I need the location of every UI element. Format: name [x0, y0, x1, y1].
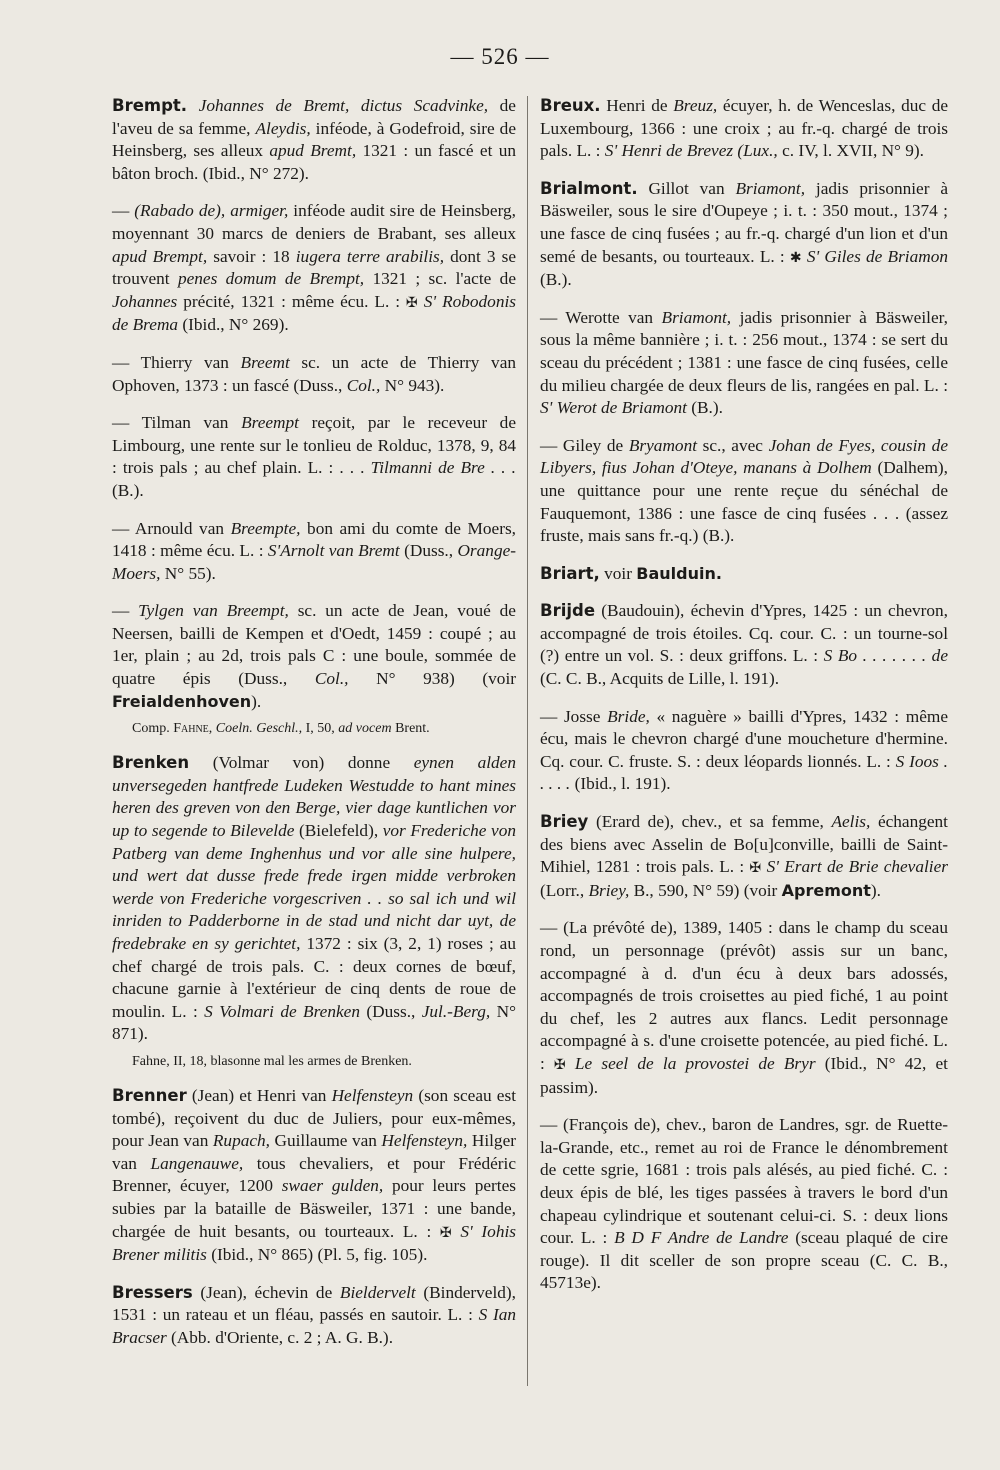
text: échangent des biens avec Asselin de Bo[u]conville, bailli de Saint-Mihiel, 1281 : trois pals. L. :: [540, 812, 948, 877]
text: 1372 : six (3, 2, 1) roses ; au chef chargé de trois pals. C. : deux cornes de bœuf, chacune garnie à l'extérieur de cinq dents de roue de moulin. L. :: [112, 934, 516, 1021]
text: bon ami du comte de Moers, 1418 : même écu. L. :: [112, 518, 516, 561]
star-icon: ✱: [789, 249, 802, 266]
headword: Breux.: [540, 96, 601, 115]
entry-brempt-rabado: [112, 200, 516, 337]
text: inféode audit sire de Heinsberg, moyennant 30 marcs de deniers de Brabant, ses alleux: [112, 201, 516, 243]
text: (Ibid., N° 269).: [178, 315, 289, 335]
text: N° 943).: [380, 375, 445, 395]
text: S' Henri de Brevez (Lux.,: [604, 141, 778, 161]
entry-brempt-arnould: [112, 518, 516, 586]
text: Breemt: [240, 352, 290, 372]
text: (Ibid., l. 191).: [570, 774, 671, 794]
text: I, 50,: [302, 721, 339, 737]
text: (Ibid., N° 865) (Pl. 5, fig. 105).: [206, 1245, 428, 1265]
text: sc. un acte de Thierry van Ophoven, 1373 : un fascé (Duss.,: [112, 352, 516, 395]
text: sc., avec: [697, 435, 769, 455]
text: dont 3 se trouvent: [112, 246, 516, 289]
text: Bieldervelt: [339, 1282, 416, 1302]
entry-brialmont-werotte: [540, 307, 948, 420]
text: (Erard de), chev., et sa femme,: [588, 812, 832, 832]
cross-reference: Apremont: [781, 880, 871, 900]
text: de l'aveu de sa femme,: [112, 96, 516, 138]
text: —: [112, 601, 139, 621]
note-brenken: Fahne, II, 18, blasonne mal les armes de Brenken.: [132, 1053, 412, 1069]
text: Helfensteyn,: [381, 1131, 468, 1151]
page-number: — 526 —: [450, 44, 550, 69]
text: — Josse: [540, 706, 608, 726]
text: jadis prisonnier à Bäsweiler, sous la même bannière ; i. t. : 256 mout., 1374 : se sert du sceau du précédent ; 1381 : une fasce de cinq fusées, celle du milieu chargée de deux fleurs de lis, rangées en pal. L. :: [540, 307, 948, 395]
left-column: [112, 95, 516, 1365]
entry-brempt-tilman: [112, 412, 516, 502]
text: (C. C. B., Acquits de Lille, l. 191).: [540, 669, 780, 689]
entry-bressers: [112, 1282, 516, 1350]
text: Langenauwe,: [150, 1153, 244, 1173]
text: sc. un acte de Jean, voué de Neersen, bailli de Kempen et d'Oedt, 1459 : coupé ; au 1er, plain ; au 2d, trois pals C : une boule, sommée de quatre épis (Duss.,: [112, 601, 516, 689]
text: (son sceau est tombé), reçoivent du duc de Juliers, pour eux-mêmes, pour Jean van: [112, 1085, 517, 1151]
text: (Baudouin), échevin d'Ypres, 1425 : un chevron, accompagné de trois étoiles. Cq. cour. C. : un tourne-sol (?) entre un vol. S. : deux griffons. L. :: [540, 601, 948, 666]
text: Jul.-Berg,: [421, 1001, 491, 1021]
entry-breux: [540, 95, 948, 163]
text: Henri de: [600, 96, 674, 115]
text: S Volmari de Brenken: [204, 1001, 360, 1021]
text: Orange-Moers,: [112, 541, 517, 583]
text: (B.).: [540, 270, 572, 290]
text: Coeln. Geschl.,: [212, 721, 303, 737]
text: — Tilman van: [112, 413, 242, 433]
text: N° 871).: [112, 1001, 516, 1044]
text: (Binderveld), 1531 : un rateau et un fléau, passés en sautoir. L. :: [112, 1282, 516, 1325]
entry-brempt-tylgen: [112, 600, 516, 713]
text: tous chevaliers, et pour Frédéric Brenner, écuyer, 1200: [112, 1153, 517, 1196]
text: (B.).: [686, 398, 723, 418]
text: (Bielefeld),: [294, 821, 383, 841]
text: N° 55).: [160, 563, 216, 583]
entry-brempt: [112, 95, 516, 185]
text: Gillot van: [637, 178, 736, 198]
text: Johan de Fyes, cousin de Libyers, fius Johan d'Oteye, manans à Dolhem: [540, 435, 948, 478]
text: S' Erart de Brie chevalier: [761, 857, 948, 877]
text: Tylgen van Breempt,: [138, 601, 289, 621]
text: Col.,: [314, 669, 349, 689]
text: Johannes de Bremt, dictus Scadvinke,: [198, 96, 489, 115]
text: eynen alden unversegeden hantfrede Ludeken Westudde to hant mines heren des greven von den Berge, vier dage kuntlichen vor up to segende to Bilevelde: [112, 753, 516, 841]
text: Comp.: [132, 721, 174, 737]
text: swaer gulden,: [281, 1176, 384, 1196]
text: — Arnould van: [112, 518, 231, 538]
text: S'Arnolt van Bremt: [267, 541, 400, 561]
entry-brialmont: [540, 178, 948, 292]
headword: Briey: [540, 812, 589, 832]
text: (Volmar von) donne: [189, 753, 414, 773]
text: 1321 ; sc. l'acte de: [364, 269, 516, 289]
text: inféode, à Godefroid, sire de Heinsberg, ses alleux: [112, 118, 516, 161]
entry-briart: [540, 563, 948, 586]
note-brempt: [132, 720, 516, 738]
text: apud Brempt,: [112, 246, 208, 266]
text: (Jean), échevin de: [192, 1282, 340, 1302]
entry-brialmont-giley: [540, 435, 948, 548]
cross-icon: ✠: [406, 294, 418, 311]
cross-icon: ✠: [749, 860, 762, 877]
text: Bride,: [607, 706, 650, 726]
text: Briamont,: [735, 178, 806, 198]
cross-icon: ✠: [439, 1224, 452, 1241]
text: précité, 1321 : même écu. L. :: [177, 291, 407, 311]
text: reçoit, par le receveur de Limbourg, une rente sur le tonlieu de Rolduc, 1378, 9, 84 : trois pals ; au chef plain. L. : . . .: [112, 413, 516, 478]
headword: Briart,: [540, 563, 600, 583]
text: S' Werot de Briamont: [540, 398, 687, 418]
headword: Bressers: [112, 1282, 193, 1302]
text: (Abb. d'Oriente, c. 2 ; A. G. B.).: [166, 1327, 394, 1347]
text: N° 938) (voir: [348, 669, 516, 689]
text: S' Robodonis de Brema: [112, 291, 516, 335]
cross-icon: ✠: [553, 1056, 566, 1073]
text: Hilger van: [112, 1131, 516, 1173]
entry-brenner: [112, 1085, 516, 1267]
text: Breempte,: [230, 518, 301, 538]
text: — (La prévôté de), 1389, 1405 : dans le champ du sceau rond, un personnage (prévôt) assis sur un banc, accompagné à d. d'un écu à deux bars adossés, accompagnés de trois croisettes au pied fiché, 1 au point du chef, les 2 autres aux flancs. Ledit personnage accompagné à s. d'une croisette potencée, au pied fiché. L. :: [540, 918, 948, 1073]
entry-briey-francois: [540, 1114, 948, 1295]
text: Fahne,: [173, 721, 213, 737]
text: Helfensteyn: [331, 1085, 414, 1105]
text: — (François de), chev., baron de Landres, sgr. de Ruette-la-Grande, etc., remet au roi de France le dénombrement de cette sgrie, 1681 : trois pals alésés, au pied fiché. C. : deux épis de blé, les tiges passées à travers le bord d'un chapeau cylindrique et soutenant celui-ci. S. : deux lions cour. L. :: [540, 1115, 948, 1248]
text: (B.).: [112, 480, 144, 500]
entry-brempt-thierry: [112, 352, 516, 397]
text: Briamont,: [661, 307, 732, 327]
text: Aleydis,: [255, 118, 311, 138]
text: Aelis,: [831, 812, 871, 832]
text: vor Frederiche von Patberg van deme Inghenhus und vor alle sine hulpere, und wert dat dusse frede frede irgen midde verbroken werde von Frederiche vorgescriven . . so sal ich und wil inriden to Padderborne in de stad und nicht dar uyt, de fredebrake en sy gerichtet,: [112, 821, 516, 953]
text: iugera terre arabilis,: [295, 246, 445, 266]
text: ).: [870, 880, 881, 900]
text: Le seel de la provostei de Bryr: [565, 1053, 816, 1073]
text: — Giley de: [540, 435, 629, 455]
cross-reference: Baulduin.: [636, 563, 722, 583]
text: Briey,: [588, 880, 630, 900]
text: Breempt: [241, 413, 299, 433]
text: S Bo . . . . . . . de: [823, 646, 948, 666]
text: (sceau plaqué de cire rouge). Il dit sceller de son propre sceau (C. C. B., 45713e).: [540, 1228, 948, 1293]
text: Breuz,: [673, 96, 718, 115]
text: (Duss.,: [399, 541, 458, 561]
right-column: [540, 95, 948, 1310]
text: Rupach,: [212, 1131, 270, 1151]
text: voir: [599, 563, 637, 583]
text: apud Bremt,: [269, 141, 357, 161]
text: (Duss.,: [359, 1001, 422, 1021]
text: écuyer, h. de Wenceslas, duc de Luxembourg, 1366 : une croix ; au fr.-q. chargé de trois pals. L. :: [540, 96, 949, 161]
entry-briey-prevote: [540, 917, 948, 1099]
text: — Werotte van: [540, 307, 662, 327]
text: — Thierry van: [112, 352, 241, 372]
entry-brenken: [112, 752, 516, 1046]
text: 1321 : un fascé et un bâton broch. (Ibid., N° 272).: [112, 141, 517, 183]
text: B D F Andre de Landre: [614, 1228, 789, 1248]
text: savoir : 18: [207, 246, 296, 266]
text: penes domum de Brempt,: [177, 269, 365, 289]
text: (Lorr.,: [540, 880, 589, 900]
headword: Brempt.: [112, 96, 188, 115]
text: c. IV, l. XVII, N° 9).: [777, 141, 925, 161]
text: (Dalhem), une quittance pour une rente reçue du sénéchal de Fauquemont, 1386 : une fasce de cinq fusées . . . (assez fruste, mais sans fr.-q.) (B.).: [540, 458, 949, 546]
text: Tilmanni de Bre . . .: [370, 458, 516, 478]
text: (Rabado de), armiger,: [134, 201, 289, 221]
text: ).: [251, 691, 262, 711]
text: Johannes: [112, 291, 178, 311]
entry-brijde-josse: [540, 706, 948, 796]
text: Guillaume van: [269, 1131, 382, 1151]
text: Col.,: [346, 375, 381, 395]
headword: Brenner: [112, 1085, 187, 1105]
text: pour leurs pertes subies par la bataille de Bäsweiler, 1371 : une bande, chargée de huit besants, ou tourteaux. L. :: [112, 1176, 517, 1241]
text: S Ian Bracser: [112, 1305, 517, 1347]
text: S Ioos . . . . .: [540, 751, 948, 794]
text: Brent.: [391, 721, 430, 737]
text: (Ibid., N° 42, et passim).: [540, 1053, 948, 1097]
headword: Brenken: [112, 753, 190, 773]
text: B., 590, N° 59) (voir: [629, 880, 782, 900]
text: S' Giles de Briamon: [801, 246, 948, 266]
entry-brijde: [540, 600, 948, 690]
text: (Jean) et Henri van: [186, 1085, 332, 1105]
text: ad vocem: [338, 721, 392, 737]
text: jadis prisonnier à Bäsweiler, sous le sire d'Oupeye ; i. t. : 350 mout., 1374 ; une fasce de cinq fusées ; au fr.-q. chargé d'un lion et d'un semé de besants, ou tourteaux. L. :: [540, 178, 948, 266]
text: Bryamont: [628, 435, 698, 455]
entry-briey: [540, 811, 948, 902]
column-divider: [527, 96, 528, 1386]
text: « naguère » bailli d'Ypres, 1432 : même écu, mais le chevron chargé d'une moucheture d'hermine. Cq. cour. C. fruste. S. : deux léopards lionnés. L. :: [540, 706, 948, 771]
headword: Brijde: [540, 601, 596, 621]
cross-reference: Freialdenhoven: [112, 691, 252, 711]
headword: Brialmont.: [540, 178, 638, 198]
text: S' Iohis Brener militis: [112, 1221, 516, 1265]
text: —: [112, 201, 135, 221]
